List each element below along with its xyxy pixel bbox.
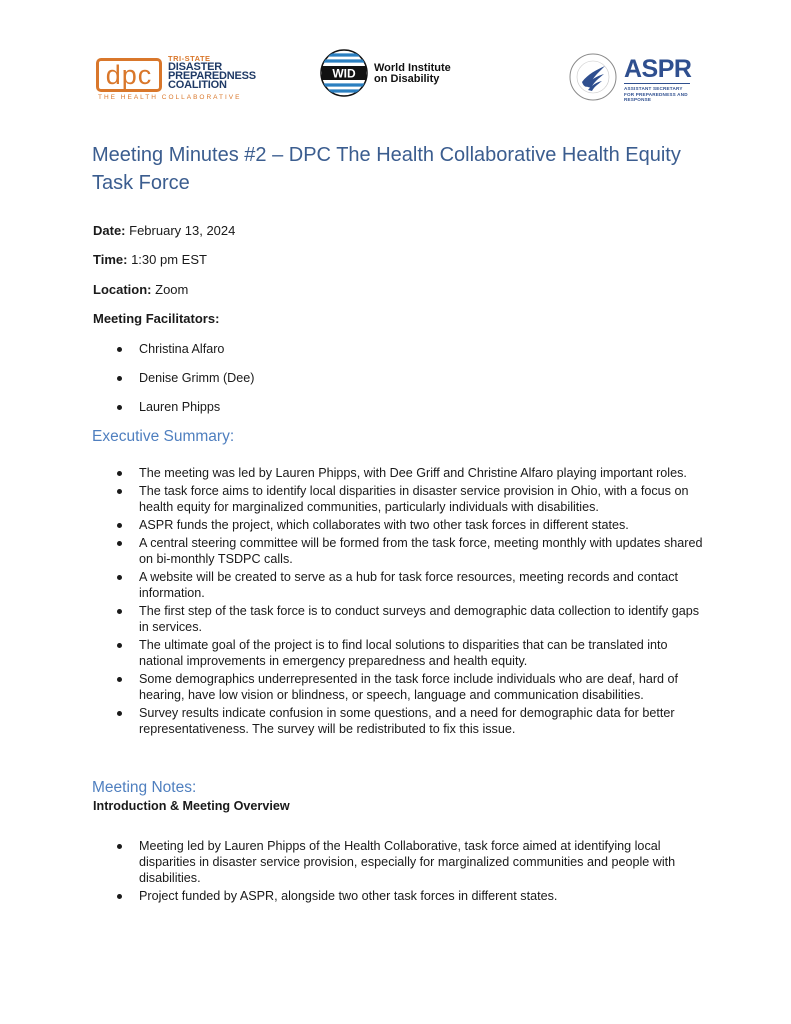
list-item: Meeting led by Lauren Phipps of the Health Collaborative, task force aimed at identifying local disparities in disaster service provision, especially for marginalized communities and people with disabilities.: [93, 838, 707, 886]
introduction-subheading: Introduction & Meeting Overview: [93, 799, 290, 813]
list-item: Some demographics underrepresented in the task force include individuals who are deaf, hard of hearing, have low vision or blindness, or speech, language and communication disabilities.: [93, 671, 707, 703]
list-item: The first step of the task force is to conduct surveys and demographic data collection to identify gaps in services.: [93, 603, 707, 635]
wid-logo: [320, 49, 460, 99]
dpc-logo-line4: COALITION: [168, 79, 227, 91]
hhs-seal-icon: [568, 52, 618, 102]
executive-summary-heading: Executive Summary:: [92, 428, 235, 445]
list-item: Lauren Phipps: [93, 399, 254, 415]
list-item: Survey results indicate confusion in some questions, and a need for demographic data for better representativeness. The survey will be redistributed to fix this issue.: [93, 705, 707, 737]
time-field: [93, 252, 207, 268]
list-item: Christina Alfaro: [93, 341, 254, 357]
aspr-wordmark: ASPR: [624, 55, 692, 83]
list-item: A central steering committee will be formed from the task force, meeting monthly with updates shared on bi-monthly TSDPC calls.: [93, 535, 707, 567]
dpc-logo-tagline: THE HEALTH COLLABORATIVE: [98, 94, 242, 101]
list-item: ASPR funds the project, which collaborates with two other task forces in different states.: [93, 517, 707, 533]
wid-logo-text: [374, 63, 451, 85]
aspr-logo: [568, 52, 696, 104]
aspr-subtitle: ASSISTANT SECRETARY FOR PREPAREDNESS AND RESPONSE: [624, 86, 688, 102]
list-item: The meeting was led by Lauren Phipps, with Dee Griff and Christine Alfaro playing important roles.: [93, 465, 707, 481]
dpc-logo-text: [168, 52, 258, 90]
location-field: [93, 282, 188, 298]
facilitators-field: [93, 311, 219, 327]
aspr-divider: [624, 83, 690, 84]
executive-summary-list: [93, 465, 707, 739]
wid-logo-line2: on Disability: [374, 73, 440, 85]
date-label: Date:: [93, 223, 126, 238]
time-label: Time:: [93, 252, 128, 267]
dpc-logo-mark: dpc: [96, 58, 162, 92]
date-field: [93, 223, 235, 239]
dpc-logo: [96, 52, 256, 102]
meeting-notes-heading: Meeting Notes:: [92, 779, 197, 796]
time-value: 1:30 pm EST: [131, 252, 207, 267]
facilitators-list: [93, 341, 254, 415]
page-title: Meeting Minutes #2 – DPC The Health Collaborative Health Equity Task Force: [92, 144, 681, 194]
list-item: The task force aims to identify local disparities in disaster service provision in Ohio, with a focus on health equity for marginalized communities, particularly individuals with disabilities.: [93, 483, 707, 515]
dpc-logo-line3: PREPAREDNESS: [168, 70, 256, 82]
meeting-notes-list: [93, 838, 707, 904]
list-item: A website will be created to serve as a hub for task force resources, meeting records and contact information.: [93, 569, 707, 601]
wid-logo-mark: WID: [332, 66, 356, 81]
list-item: The ultimate goal of the project is to find local solutions to disparities that can be translated into national improvements in emergency preparedness and health equity.: [93, 637, 707, 669]
date-value: February 13, 2024: [129, 223, 236, 238]
globe-icon: [320, 49, 368, 97]
list-item: Denise Grimm (Dee): [93, 370, 254, 386]
dpc-logo-line1: TRI-STATE: [168, 54, 211, 63]
location-label: Location:: [93, 282, 152, 297]
dpc-logo-line2: DISASTER: [168, 61, 223, 73]
location-value: Zoom: [155, 282, 189, 297]
list-item: Project funded by ASPR, alongside two other task forces in different states.: [93, 888, 707, 904]
facilitators-label: Meeting Facilitators:: [93, 311, 220, 326]
wid-logo-line1: World Institute: [374, 62, 451, 74]
